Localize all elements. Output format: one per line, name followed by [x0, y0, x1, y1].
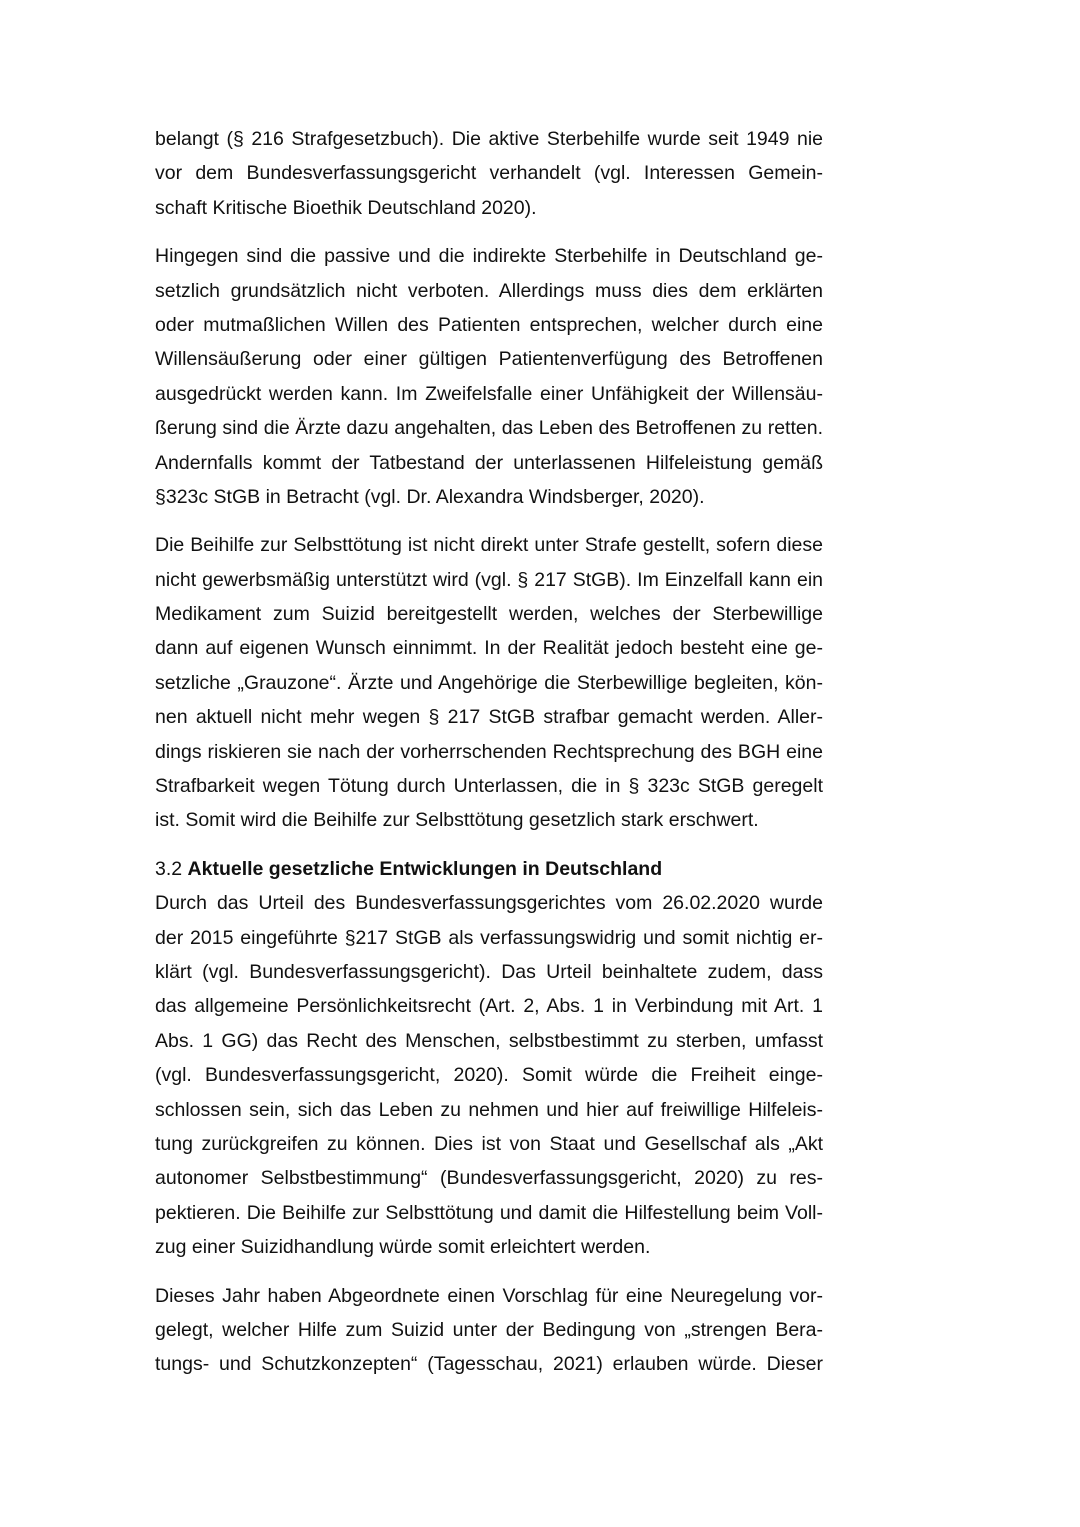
text-line: Abs. 1 GG) das Recht des Menschen, selbstbestimmt zu sterben, umfasst [155, 1029, 823, 1052]
text-line: Hingegen sind die passive und die indirekte Sterbehilfe in Deutschland ge- [155, 245, 823, 268]
paragraph-passive-euthanasia [155, 239, 823, 514]
text-line: klärt (vgl. Bundesverfassungsgericht). Das Urteil beinhaltete zudem, dass [155, 960, 823, 983]
text-line: Dieses Jahr haben Abgeordnete einen Vorschlag für eine Neuregelung vor- [155, 1284, 823, 1307]
section-number: 3.2 [155, 857, 183, 880]
text-line: Strafbarkeit wegen Tötung durch Unterlassen, die in § 323c StGB geregelt [155, 775, 823, 798]
text-line: nen aktuell nicht mehr wegen § 217 StGB strafbar gemacht werden. Aller- [155, 706, 823, 729]
text-line: (vgl. Bundesverfassungsgericht, 2020). Somit würde die Freiheit einge- [155, 1064, 823, 1087]
text-line: §323c StGB in Betracht (vgl. Dr. Alexandra Windsberger, 2020). [155, 485, 705, 508]
text-line: Andernfalls kommt der Tatbestand der unterlassenen Hilfeleistung gemäß [155, 451, 823, 474]
text-line: setzliche „Grauzone“. Ärzte und Angehörige die Sterbewillige begleiten, kön- [155, 671, 823, 694]
paragraph-assisted-suicide [155, 528, 823, 838]
text-line: dann auf eigenen Wunsch einnimmt. In der Realität jedoch besteht eine ge- [155, 637, 823, 660]
text-line: schaft Kritische Bioethik Deutschland 2020). [155, 196, 537, 219]
text-line: oder mutmaßlichen Willen des Patienten entsprechen, welcher durch eine [155, 313, 823, 336]
text-line: pektieren. Die Beihilfe zur Selbsttötung und damit die Hilfestellung beim Voll- [155, 1201, 823, 1224]
text-line: autonomer Selbstbestimmung“ (Bundesverfassungsgericht, 2020) zu res- [155, 1167, 823, 1190]
text-line: ist. Somit wird die Beihilfe zur Selbsttötung gesetzlich stark erschwert. [155, 809, 759, 832]
text-line: der 2015 eingeführte §217 StGB als verfassungswidrig und somit nichtig er- [155, 926, 823, 949]
text-line: Medikament zum Suizid bereitgestellt werden, welches der Sterbewillige [155, 603, 823, 626]
text-line: schlossen sein, sich das Leben zu nehmen und hier auf freiwillige Hilfeleis- [155, 1098, 823, 1121]
text-line: nicht gewerbsmäßig unterstützt wird (vgl. § 217 StGB). Im Einzelfall kann ein [155, 568, 823, 591]
paragraph-active-euthanasia [155, 122, 823, 225]
text-line: Die Beihilfe zur Selbsttötung ist nicht direkt unter Strafe gestellt, sofern diese [155, 534, 823, 557]
text-line: Willensäußerung oder einer gültigen Patientenverfügung des Betroffenen [155, 348, 823, 371]
text-line: tung zurückgreifen zu können. Dies ist von Staat und Gesellschaf als „Akt [155, 1132, 823, 1155]
section-title: Aktuelle gesetzliche Entwicklungen in Deutschland [187, 857, 663, 880]
paragraph-new-regulation [155, 1279, 823, 1382]
text-line: ausgedrückt werden kann. Im Zweifelsfalle einer Unfähigkeit der Willensäu- [155, 382, 823, 405]
section-heading [155, 852, 823, 886]
text-line: ßerung sind die Ärzte dazu angehalten, das Leben des Betroffenen zu retten. [155, 417, 823, 440]
text-line: gelegt, welcher Hilfe zum Suizid unter der Bedingung von „strengen Bera- [155, 1318, 823, 1341]
text-line: das allgemeine Persönlichkeitsrecht (Art. 2, Abs. 1 in Verbindung mit Art. 1 [155, 995, 823, 1018]
paragraph-court-ruling [155, 886, 823, 1264]
text-line: zug einer Suizidhandlung würde somit erleichtert werden. [155, 1236, 651, 1259]
text-line: belangt (§ 216 Strafgesetzbuch). Die aktive Sterbehilfe wurde seit 1949 nie [155, 128, 823, 150]
text-line: dings riskieren sie nach der vorherrschenden Rechtsprechung des BGH eine [155, 740, 823, 763]
text-line: Durch das Urteil des Bundesverfassungsgerichtes vom 26.02.2020 wurde [155, 892, 823, 915]
document-page [155, 122, 823, 1382]
text-line: vor dem Bundesverfassungsgericht verhandelt (vgl. Interessen Gemein- [155, 162, 823, 185]
text-line: setzlich grundsätzlich nicht verboten. Allerdings muss dies dem erklärten [155, 279, 823, 302]
text-line: tungs- und Schutzkonzepten“ (Tagesschau, 2021) erlauben würde. Dieser [155, 1353, 823, 1376]
